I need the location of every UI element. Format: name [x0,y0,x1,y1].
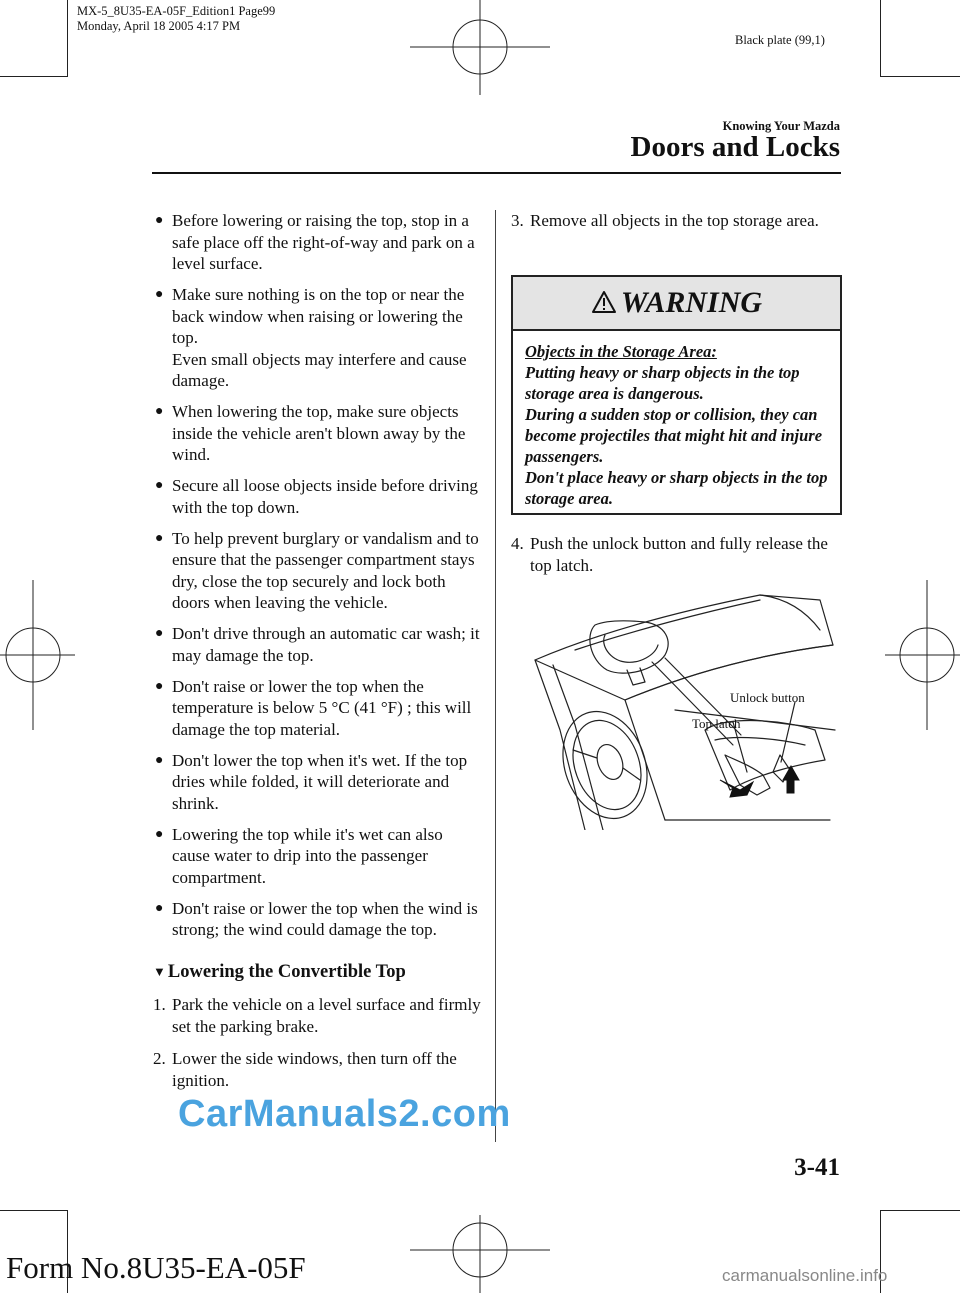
column-divider [495,210,496,1142]
watermark-logo: CarManuals2.com [178,1093,511,1135]
left-column [153,210,481,1102]
warning-text: Putting heavy or sharp objects in the top storage area is dangerous. During a sudden stop or collision, they can become projectiles that might hit and injure passengers. Don't place heavy or sharp objects in the top storage area. [525,363,828,508]
crop-mark [67,0,68,76]
top-latch-label: Top latch [692,716,741,731]
crop-mark [880,0,881,76]
header-rule [152,172,841,174]
bullet-item: ● Lowering the top while it's wet can also cause water to drip into the passenger compartment. [155,824,443,887]
step-item: 1. Park the vehicle on a level surface and firmly set the parking brake. [153,995,481,1036]
registration-mark-bottom [410,1215,550,1293]
bullet-item: ● Don't drive through an automatic car wash; it may damage the top. [155,624,480,665]
file-info-line2: Monday, April 18 2005 4:17 PM [77,19,241,33]
bullet-item: ● Make sure nothing is on the top or near the back window when raising or lowering the top. Even small objects may interfere and cause damage. [155,285,467,390]
bullet-item: ● Don't lower the top when it's wet. If the top dries while folded, it will deteriorate and shrink. [155,750,468,813]
registration-mark-left [0,580,75,730]
unlock-button-label: Unlock button [730,690,805,705]
file-info-line1: MX-5_8U35-EA-05F_Edition1 Page99 [77,4,276,18]
step-item: 2. Lower the side windows, then turn off the ignition. [153,1049,457,1090]
crop-mark [880,1210,960,1211]
crop-mark [0,76,68,77]
triangle-icon: ▼ [153,963,166,979]
step-item: 3. Remove all objects in the top storage area. [511,211,819,230]
step-item: 4. Push the unlock button and fully release the top latch. [511,534,828,575]
registration-mark-right [885,580,960,730]
page-title: Doors and Locks [630,131,840,163]
page-number: 3-41 [794,1154,840,1181]
bullet-item: ● Don't raise or lower the top when the temperature is below 5 °C (41 °F) ; this will damage the top material. [155,676,472,739]
bullet-item: ● Secure all loose objects inside before driving with the top down. [155,476,478,517]
watermark-url: carmanualsonline.info [722,1266,888,1285]
section-heading: ▼ Lowering the Convertible Top [153,961,406,982]
top-latch-figure [515,590,845,830]
bullet-item: ● To help prevent burglary or vandalism and to ensure that the passenger compartment stays dry, close the top securely and lock both doors when leaving the vehicle. [155,528,479,612]
form-number: Form No.8U35-EA-05F [6,1250,306,1285]
section-label: Knowing Your Mazda [722,119,840,133]
registration-mark-top [410,0,550,95]
warning-header: WARNING [513,277,840,331]
crop-mark [880,76,960,77]
bullet-item: ● When lowering the top, make sure objects inside the vehicle aren't blown away by the wind. [155,402,466,464]
bullet-item: ● Before lowering or raising the top, stop in a safe place off the right-of-way and park on a level surface. [155,211,475,273]
bullet-item: ● Don't raise or lower the top when the wind is strong; the wind could damage the top. [155,898,478,939]
warning-icon [591,290,617,314]
warning-box [511,275,842,515]
warning-title: Objects in the Storage Area: [525,342,717,361]
plate-info: Black plate (99,1) [735,33,825,47]
crop-mark [0,1210,68,1211]
